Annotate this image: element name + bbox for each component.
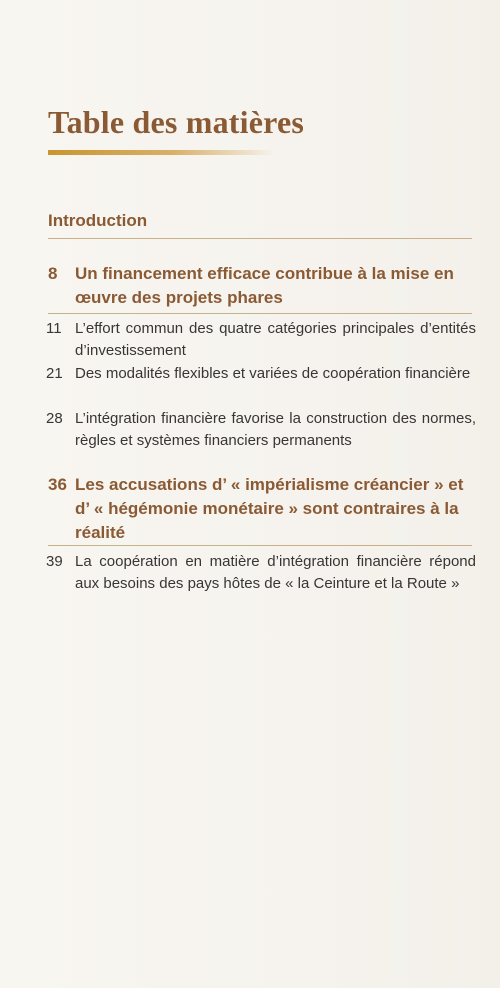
subentry-page-number: 28 xyxy=(46,410,63,427)
toc-chapter[interactable] xyxy=(48,473,478,545)
subentry-title: L’effort commun des quatre catégories principales d’entités d’investissement xyxy=(75,320,476,359)
introduction-heading: Introduction xyxy=(48,211,148,230)
introduction-divider xyxy=(48,238,472,239)
subentry-title: La coopération en matière d’intégration financière répond aux besoins des pays hôtes de « la Ceinture et la Route » xyxy=(75,553,476,592)
subentry-title: L’intégration financière favorise la construction des normes, règles et systèmes financiers permanents xyxy=(75,410,476,449)
chapter-title: Un financement efficace contribue à la mise en œuvre des projets phares xyxy=(75,264,454,307)
chapter-page-number: 36 xyxy=(48,475,67,494)
subentry-title: Des modalités flexibles et variées de coopération financière xyxy=(75,365,471,382)
chapter-divider xyxy=(48,545,472,546)
toc-subentry[interactable] xyxy=(46,318,476,362)
toc-subentry[interactable] xyxy=(46,408,476,452)
subentry-page-number: 39 xyxy=(46,553,63,570)
page-title: Table des matières xyxy=(48,104,305,140)
chapter-page-number: 8 xyxy=(48,264,58,283)
subentry-page-number: 21 xyxy=(46,365,63,382)
chapter-divider xyxy=(48,313,472,314)
chapter-title: Les accusations d’ « impérialisme créancier » et d’ « hégémonie monétaire » sont contraires à la réalité xyxy=(75,475,464,542)
toc-subentry[interactable] xyxy=(46,363,476,385)
subentry-page-number: 11 xyxy=(46,320,62,337)
toc-subentry[interactable] xyxy=(46,551,476,595)
toc-chapter[interactable] xyxy=(48,262,478,310)
title-underline xyxy=(48,150,276,155)
